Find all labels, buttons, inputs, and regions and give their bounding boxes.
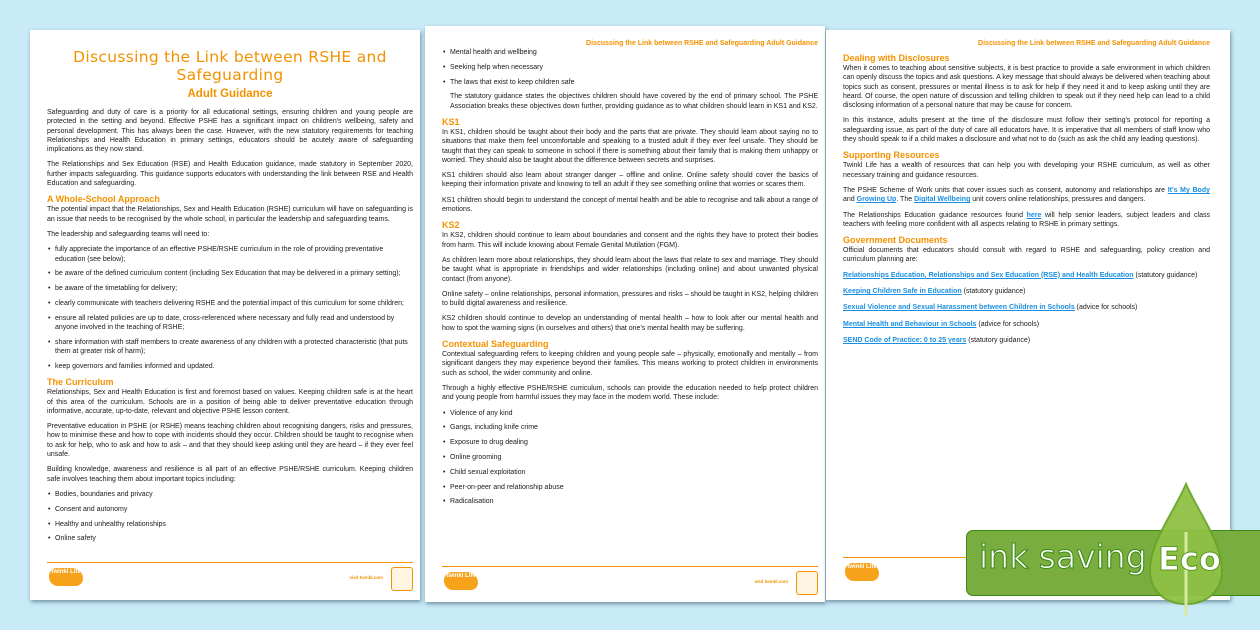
paragraph: KS1 children should also learn about stranger danger – offline and online. Online safety should cover the basics of keeping their information private and knowing to tell an adult if they see something online that worries or scares them. xyxy=(442,172,818,189)
paragraph: KS1 children should begin to understand the concept of mental health and be able to recognise and talk about a range of emotions. xyxy=(442,196,818,214)
list-item: • ensure all related policies are up to date, cross-referenced where necessary and fully read and understood by anyone involved in the teaching of RSHE; xyxy=(47,314,413,333)
eco-label: Eco xyxy=(1158,540,1221,578)
document-type: (statutory guidance) xyxy=(961,288,1026,296)
document-link-item xyxy=(843,287,1210,296)
resource-link[interactable]: Digital Wellbeing xyxy=(914,196,971,204)
resource-link[interactable]: here xyxy=(1026,211,1042,219)
page-footer xyxy=(442,566,818,597)
list-item: • Gangs, including knife crime xyxy=(442,423,818,432)
section-heading: Dealing with Disclosures xyxy=(843,53,950,63)
document-type: (statutory guidance) xyxy=(966,336,1031,344)
document-link-item xyxy=(843,271,1210,280)
section-heading: Government Documents xyxy=(843,235,948,246)
paragraph: Safeguarding and duty of care is a priority for all educational settings, ensuring children and young people are protected in the setting and beyond. Effective PSHE has a significant impact on children's wellbeing, safety and personal development. This has always been the case. However, with the new statutory requirements for teaching Relationships and Health Education in primary settings, educators should be acutely aware of safeguarding implications as they now stand. xyxy=(47,109,413,154)
visit-link[interactable]: visit twinkl.com xyxy=(349,575,383,580)
paragraph: Preventative education in PSHE (or RSHE) means teaching children about recognising dangers, risks and pressures, how to minimise these and how to cope with incidents should they occur. Children should be taught to recognise when to ask for help, who to ask and how to ask – and that they should keep asking until they are heard – if they ever feel unsafe. xyxy=(47,423,413,459)
document-link[interactable]: Keeping Children Safe in Education xyxy=(843,288,962,296)
document-link-item xyxy=(843,303,1210,312)
quality-badge-icon xyxy=(796,571,818,595)
section-heading: Supporting Resources xyxy=(843,150,940,161)
list-item: • fully appreciate the importance of an effective PSHE/RSHE curriculum in the role of providing preventative education (see below); xyxy=(47,245,413,264)
paragraph: Building knowledge, awareness and resilience is all part of an effective PSHE/RSHE curriculum. Keeping children safe involves teaching them about important topics including: xyxy=(47,466,413,483)
section-heading: Contextual Safeguarding xyxy=(442,339,549,350)
bullet-list xyxy=(47,245,413,371)
ink-saving-label: ink saving xyxy=(979,537,1147,576)
running-header: Discussing the Link between RSHE and Safeguarding Adult Guidance xyxy=(978,40,1210,47)
paragraph: The leadership and safeguarding teams will need to: xyxy=(47,230,210,238)
list-item: • be aware of the timetabling for delivery; xyxy=(47,284,413,293)
bullet-list xyxy=(442,48,818,87)
paragraph: KS2 children should continue to develop an understanding of mental health – how to look after our mental health and how to spot the warning signs (in ourselves and others) that one's mental health may be suffering. xyxy=(442,315,818,332)
paragraph: Contextual safeguarding refers to keeping children and young people safe – physically, emotionally and mentally – from significant dangers they may experience beyond their families. This means working to protect children in environments such as school, the wider community and online. xyxy=(442,351,818,377)
paragraph: Online safety – online relationships, personal information, pressures and risks – should be taught in KS2, helping children to build digital awareness and resilience. xyxy=(442,290,818,308)
section-heading: A Whole-School Approach xyxy=(47,194,160,205)
document-type: (statutory guidance) xyxy=(1133,271,1198,279)
list-item: • Bodies, boundaries and privacy xyxy=(47,490,413,499)
paragraph: In KS1, children should be taught about their body and the parts that are private. They should learn about saying no to situations that make them feel uncomfortable and speaking to a trusted adult if they ever feel unsafe. They should be taught that they can speak to someone in school if there is something about their family that is making them unhappy or worried. They should also be taught about the difference between secrets and surprises. xyxy=(442,128,818,164)
paragraph: Official documents that educators should consult with regard to RSHE and safeguarding, policy creation and curriculum planning are: xyxy=(843,247,1210,264)
paragraph: When it comes to teaching about sensitive subjects, it is best practice to provide a safe environment in which children can openly discuss the topics and ask questions. A key message that should always be delivered when teaching about topics such as consent, pressures or mental illness is to ask for help if they need it and to keep asking until they are heard. Of course, the open nature of discussion and telling children to speak out if they need help can lead to a child disclosing information of a personal nature that may be cause for concern. xyxy=(843,65,1210,110)
visit-link[interactable]: visit twinkl.com xyxy=(754,579,788,584)
document-link-item xyxy=(843,336,1210,345)
list-item: • The laws that exist to keep children safe xyxy=(442,78,818,87)
page-content xyxy=(843,53,1210,345)
text: . The xyxy=(896,196,915,204)
paragraph: The Relationships and Sex Education (RSE) and Health Education guidance, made statutory in September 2020, further impacts safeguarding. This guidance supports educators with understanding the link between RSE and Health Education and safeguarding. xyxy=(47,161,413,188)
twinkl-life-logo: twinkl Life xyxy=(845,563,879,581)
list-item: • keep governors and families informed and updated. xyxy=(47,362,413,371)
running-header: Discussing the Link between RSHE and Safeguarding Adult Guidance xyxy=(586,40,818,47)
bullet-list xyxy=(442,409,818,507)
list-item: • Seeking help when necessary xyxy=(442,63,818,72)
text: unit covers online relationships, pressures and dangers. xyxy=(970,196,1146,204)
document-link[interactable]: Sexual Violence and Sexual Harassment between Children in Schools xyxy=(843,304,1075,312)
document-link[interactable]: SEND Code of Practice: 0 to 25 years xyxy=(843,336,967,344)
bullet-list xyxy=(47,490,413,544)
text: The PSHE Scheme of Work units that cover issues such as consent, autonomy and relationships are xyxy=(843,186,1168,194)
list-item: • Radicalisation xyxy=(442,497,818,506)
document-link[interactable]: Relationships Education, Relationships and Sex Education (RSE) and Health Education xyxy=(843,271,1134,279)
list-item: • Online grooming xyxy=(442,453,818,462)
list-item: • share information with staff members to create awareness of any children with a protected characteristic (that puts them at greater risk of harm); xyxy=(47,338,413,357)
page-content xyxy=(442,48,818,507)
text: will help senior leaders, subject leaders and class teachers with feeling more confident with all aspects relating to RSHE in primary settings. xyxy=(843,211,1211,228)
list-item: • Exposure to drug dealing xyxy=(442,438,818,447)
list-item: • be aware of the defined curriculum content (including Sex Education that may be delivered in a primary setting); xyxy=(47,269,413,278)
paragraph: In KS2, children should continue to learn about boundaries and consent and the rights they have to protect their bodies from harm. This will include knowing about Female Genital Mutilation (FGM). xyxy=(442,232,818,249)
text: The Relationships Education guidance resources found xyxy=(843,211,1027,219)
paragraph: The statutory guidance states the objectives children should have covered by the end of primary school. The PSHE Association breaks these objectives down further, providing guidance as to what children should learn in KS1 and KS2. xyxy=(450,93,818,110)
paragraph: As children learn more about relationships, they should learn about the laws that relate to sex and marriage. They should be taught what is appropriate in friendships and wider relationships (including online) and about unwanted physical contact (from anyone). xyxy=(442,256,818,283)
list-item: • Mental health and wellbeing xyxy=(442,48,818,57)
paragraph: Through a highly effective PSHE/RSHE curriculum, schools can provide the education needed to help protect children and young people from harmful issues they may face in the modern world. These include: xyxy=(442,384,818,402)
document-link-item xyxy=(843,320,1210,329)
list-item: • Consent and autonomy xyxy=(47,505,413,514)
page-footer xyxy=(47,562,413,593)
document-subtitle: Adult Guidance xyxy=(187,88,273,100)
paragraph: The potential impact that the Relationships, Sex and Health Education (RSHE) curriculum will have on safeguarding is an issue that needs to be recognised by the whole school, in particular the leadership and safeguarding teams. xyxy=(47,206,413,223)
twinkl-life-logo: twinkl Life xyxy=(444,572,478,590)
paragraph: In this instance, adults present at the time of the disclosure must follow their setting's protocol for reporting a safeguarding issue, as part of the duty of care all educators have. It is imperative that all members of staff know who they should speak to if a child makes a disclosure and what not to do (such as ask the child any leading questions). xyxy=(843,117,1210,144)
paragraph xyxy=(843,211,1210,230)
document-type: (advice for schools) xyxy=(1074,304,1138,312)
document-title: Discussing the Link between RSHE and Safeguarding xyxy=(73,48,387,84)
list-item: • clearly communicate with teachers delivering RSHE and the potential impact of this curriculum for some children; xyxy=(47,299,413,308)
twinkl-life-logo: twinkl Life xyxy=(49,568,83,586)
page-2 xyxy=(425,26,825,602)
section-heading: The Curriculum xyxy=(47,377,114,388)
paragraph: Twinkl Life has a wealth of resources that can help you with developing your RSHE curriculum, as well as other necessary training and guidance resources. xyxy=(843,162,1210,179)
list-item: • Violence of any kind xyxy=(442,409,818,418)
list-item: • Healthy and unhealthy relationships xyxy=(47,520,413,529)
list-item: • Peer-on-peer and relationship abuse xyxy=(442,483,818,492)
page-content xyxy=(47,108,413,544)
paragraph: Relationships, Sex and Health Education is first and foremost based on values. Keeping children safe is at the heart of this area of the curriculum. Schools are in a position of being able to deliver preventative education through informative, accurate, up-to-date, relevant and objective PSHE lesson content. xyxy=(47,389,413,415)
text: and xyxy=(843,196,857,204)
page-1 xyxy=(30,30,420,600)
list-item: • Online safety xyxy=(47,534,413,543)
paragraph xyxy=(843,186,1210,205)
document-link[interactable]: Mental Health and Behaviour in Schools xyxy=(843,320,977,328)
resource-link[interactable]: Growing Up xyxy=(856,196,897,204)
list-item: • Child sexual exploitation xyxy=(442,468,818,477)
section-heading: KS2 xyxy=(442,220,460,231)
document-type: (advice for schools) xyxy=(976,320,1040,328)
section-heading: KS1 xyxy=(442,116,460,127)
quality-badge-icon xyxy=(391,567,413,591)
resource-link[interactable]: It's My Body xyxy=(1167,186,1210,194)
